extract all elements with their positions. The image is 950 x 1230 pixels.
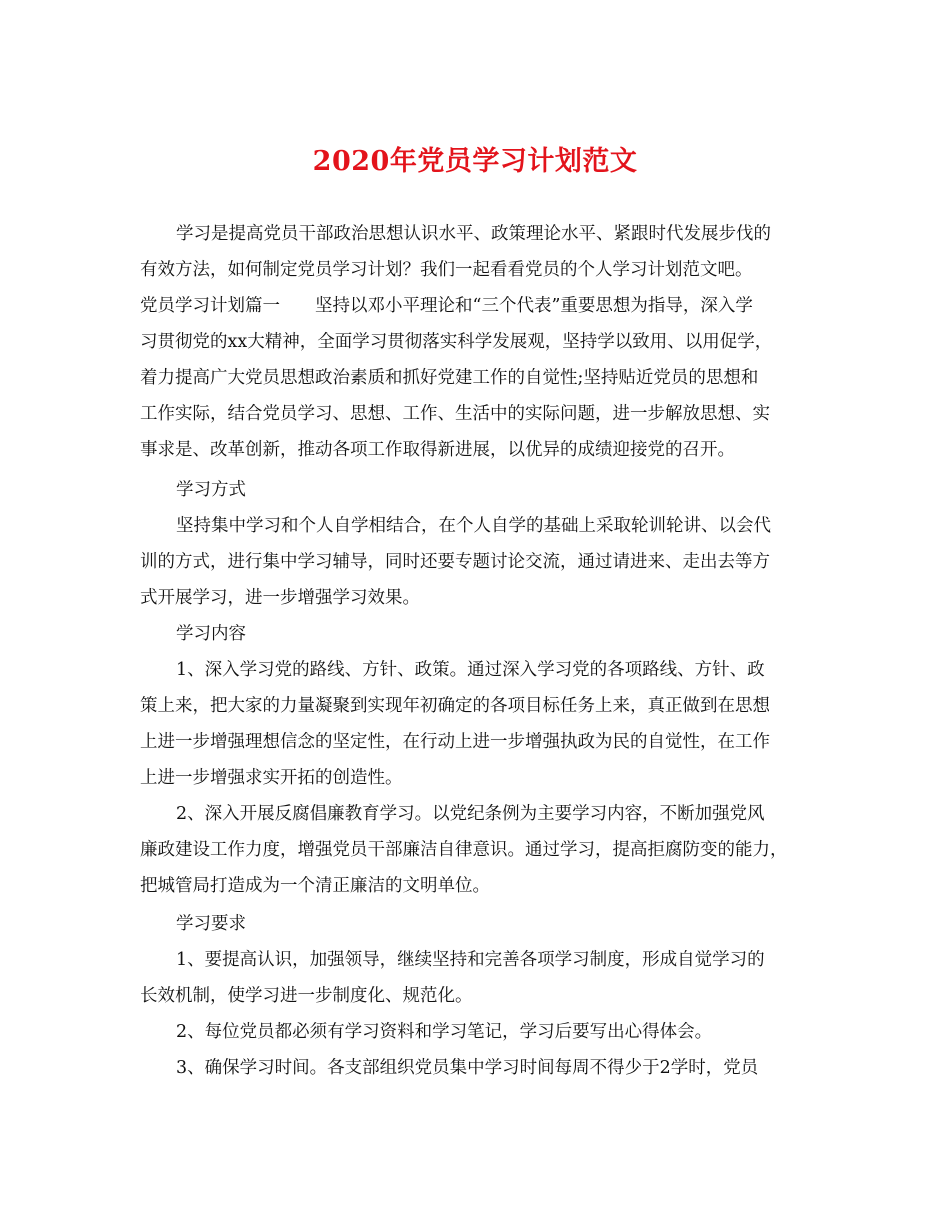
body-text-line: 长效机制，使学习进一步制度化、规范化。 bbox=[140, 986, 473, 1006]
body-text-line: 2、每位党员都必须有学习资料和学习笔记，学习后要写出心得体会。 bbox=[176, 1022, 713, 1042]
body-text-line: 有效方法，如何制定党员学习计划？我们一起看看党员的个人学习计划范文吧。 bbox=[140, 260, 753, 280]
body-text-line: 把城管局打造成为一个清正廉洁的文明单位。 bbox=[140, 876, 490, 896]
body-text-line: 1、要提高认识，加强领导，继续坚持和完善各项学习制度，形成自觉学习的 bbox=[176, 950, 765, 970]
body-text-line: 1、深入学习党的路线、方针、政策。通过深入学习党的各项路线、方针、政 bbox=[176, 660, 765, 680]
body-text-line: 训的方式，进行集中学习辅导，同时还要专题讨论交流，通过请进来、走出去等方 bbox=[140, 552, 770, 572]
section-heading: 学习要求 bbox=[176, 914, 246, 934]
body-text-line: 着力提高广大党员思想政治素质和抓好党建工作的自觉性;坚持贴近党员的思想和 bbox=[140, 368, 759, 388]
body-text-line: 党员学习计划篇一 坚持以邓小平理论和“三个代表”重要思想为指导，深入学 bbox=[140, 296, 753, 316]
body-text-line: 事求是、改革创新，推动各项工作取得新进展，以优异的成绩迎接党的召开。 bbox=[140, 440, 735, 460]
body-text-line: 策上来，把大家的力量凝聚到实现年初确定的各项目标任务上来，真正做到在思想 bbox=[140, 696, 770, 716]
body-text-line: 上进一步增强理想信念的坚定性，在行动上进一步增强执政为民的自觉性，在工作 bbox=[140, 732, 770, 752]
body-text-line: 工作实际，结合党员学习、思想、工作、生活中的实际问题，进一步解放思想、实 bbox=[140, 404, 770, 424]
body-text-line: 廉政建设工作力度，增强党员干部廉洁自律意识。通过学习，提高拒腐防变的能力， bbox=[140, 840, 788, 860]
section-heading: 学习内容 bbox=[176, 624, 246, 644]
body-text-line: 习贯彻党的xx大精神，全面学习贯彻落实科学发展观，坚持学以致用、以用促学， bbox=[140, 332, 773, 352]
body-text-line: 坚持集中学习和个人自学相结合，在个人自学的基础上采取轮训轮讲、以会代 bbox=[176, 516, 771, 536]
section-heading: 学习方式 bbox=[176, 480, 246, 500]
body-text-line: 2、深入开展反腐倡廉教育学习。以党纪条例为主要学习内容，不断加强党风 bbox=[176, 804, 765, 824]
body-text-line: 学习是提高党员干部政治思想认识水平、政策理论水平、紧跟时代发展步伐的 bbox=[176, 224, 771, 244]
body-text-line: 3、确保学习时间。各支部组织党员集中学习时间每周不得少于2学时，党员 bbox=[176, 1058, 759, 1078]
body-text-line: 上进一步增强求实开拓的创造性。 bbox=[140, 768, 403, 788]
document-title: 2020年党员学习计划范文 bbox=[312, 146, 638, 177]
body-text-line: 式开展学习，进一步增强学习效果。 bbox=[140, 588, 420, 608]
